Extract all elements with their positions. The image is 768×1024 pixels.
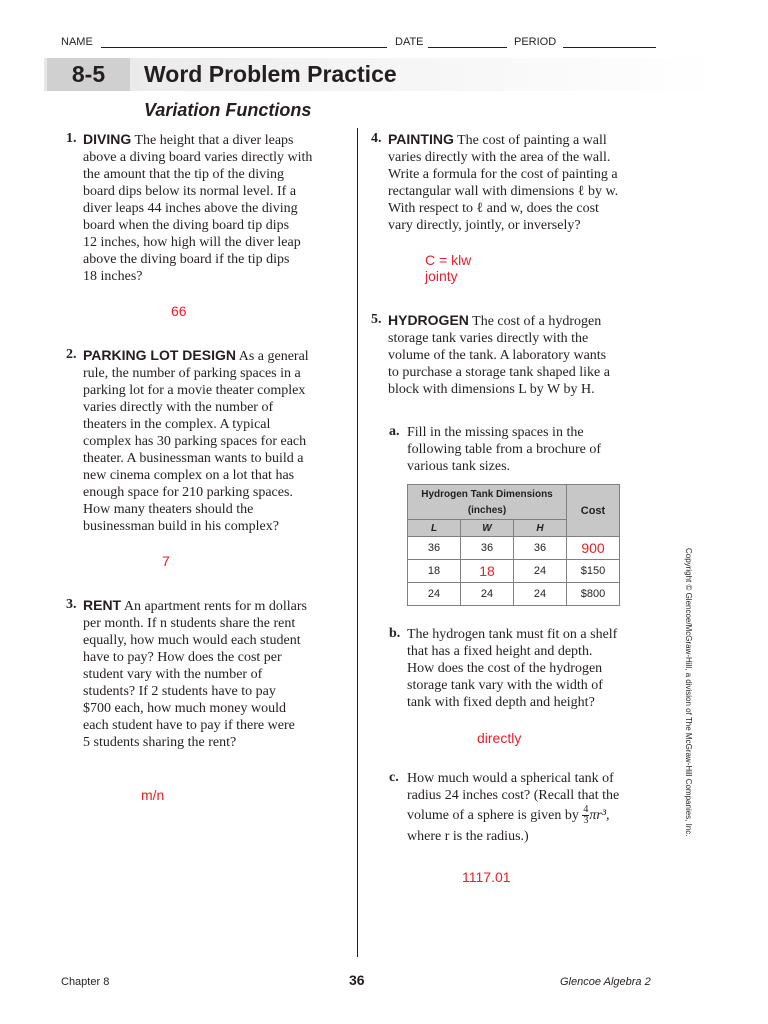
table-row: 36 36 36 900 xyxy=(408,537,620,560)
part-a-letter: a. xyxy=(389,424,400,439)
part-a-text: Fill in the missing spaces in the following table from a brochure of various tank sizes. xyxy=(407,425,601,474)
problem-5-number: 5. xyxy=(371,312,382,327)
part-b-letter: b. xyxy=(389,626,401,641)
table-cost-answer: 900 xyxy=(567,537,620,560)
problem-4-number: 4. xyxy=(371,131,382,146)
problem-1-text: DIVING The height that a diver leaps above a diving board varies directly with the amount that the tip of the diving board dips below its normal level. If a diver leaps 44 inches above the diving board when the diving board tip dips 12 inches, how high will the diver leap above the diving board if the tip dips 18 inches? xyxy=(83,131,313,284)
table-col-w: W xyxy=(461,520,514,537)
problem-1-keyword: DIVING xyxy=(83,131,132,147)
table-cost-header: Cost xyxy=(567,485,620,537)
problem-4-text: PAINTING The cost of painting a wall varies directly with the area of the wall. Write a formula for the cost of painting a rectangular wall with dimensions ℓ by w. With respect to ℓ and w, does the cost vary directly, jointly, or inversely? xyxy=(388,131,619,233)
period-label: PERIOD xyxy=(514,36,557,48)
problem-4-variation: jointy xyxy=(425,268,458,284)
period-line xyxy=(563,47,656,48)
table-group-header: Hydrogen Tank Dimensions (inches) xyxy=(408,485,567,520)
date-line xyxy=(428,47,507,48)
name-line xyxy=(101,47,387,48)
lesson-number: 8-5 xyxy=(47,58,130,91)
problem-3-number: 3. xyxy=(66,597,77,612)
problem-1-answer: 66 xyxy=(171,303,187,319)
fraction-four-thirds: $\frac{4}{3}$ xyxy=(583,804,589,827)
copyright-notice: Copyright © Glencoe/McGraw-Hill, a division of The McGraw-Hill Companies, Inc. xyxy=(684,548,693,837)
name-label: NAME xyxy=(61,36,93,48)
problem-2-text: PARKING LOT DESIGN As a general rule, the number of parking spaces in a parking lot for a movie theater complex varies directly with the number of theaters in the complex. A typical complex has 30 parking spaces for each theater. A businessman wants to build a new cinema complex on a lot that has enough space for 210 parking spaces. How many theaters should the businessman build in his complex? xyxy=(83,347,309,534)
problem-3-answer: m/n xyxy=(141,787,165,803)
problem-2-number: 2. xyxy=(66,347,77,362)
part-c-letter: c. xyxy=(389,770,399,785)
problem-5-text: HYDROGEN The cost of a hydrogen storage tank varies directly with the volume of the tank. A laboratory wants to purchase a storage tank shaped like a block with dimensions L by W by H. xyxy=(388,312,610,397)
problem-5-keyword: HYDROGEN xyxy=(388,312,469,328)
problem-3-text: RENT An apartment rents for m dollars per month. If n students share the rent equally, how much would each student have to pay? How does the cost per student vary with the number of students? If 2 students have to pay $700 each, how much money would each student have to pay if there were 5 students sharing the rent? xyxy=(83,597,307,750)
tank-table xyxy=(407,484,620,606)
table-row: 18 18 24 $150 xyxy=(408,560,620,583)
problem-4-formula: C = klw xyxy=(425,252,472,268)
footer-page-number: 36 xyxy=(349,972,365,988)
part-b-answer: directly xyxy=(477,730,522,746)
date-label: DATE xyxy=(395,36,424,48)
page-title: Word Problem Practice xyxy=(144,61,397,87)
part-b-text: The hydrogen tank must fit on a shelf that has a fixed height and depth. How does the cost of the hydrogen storage tank vary with the width of tank with fixed depth and height? xyxy=(407,627,618,710)
table-row: 24 24 24 $800 xyxy=(408,583,620,606)
problem-4-answer xyxy=(425,252,471,284)
problem-1-number: 1. xyxy=(66,131,77,146)
problem-2-answer: 7 xyxy=(162,553,170,569)
page-subtitle: Variation Functions xyxy=(144,100,312,120)
problem-2-keyword: PARKING LOT DESIGN xyxy=(83,347,236,363)
problem-4-keyword: PAINTING xyxy=(388,131,454,147)
footer-book-title: Glencoe Algebra 2 xyxy=(560,976,651,988)
part-c-text: How much would a spherical tank of radius 24 inches cost? (Recall that the volume of a sphere is given by $\frac{4}{3}$ πr³, where r is the radius.) xyxy=(407,771,620,844)
part-c-answer: 1117.01 xyxy=(462,869,511,885)
table-col-l: L xyxy=(408,520,461,537)
table-width-answer: 18 xyxy=(461,560,514,583)
footer-chapter: Chapter 8 xyxy=(61,976,110,988)
column-divider xyxy=(357,128,358,957)
problem-3-keyword: RENT xyxy=(83,597,122,613)
table-col-h: H xyxy=(514,520,567,537)
